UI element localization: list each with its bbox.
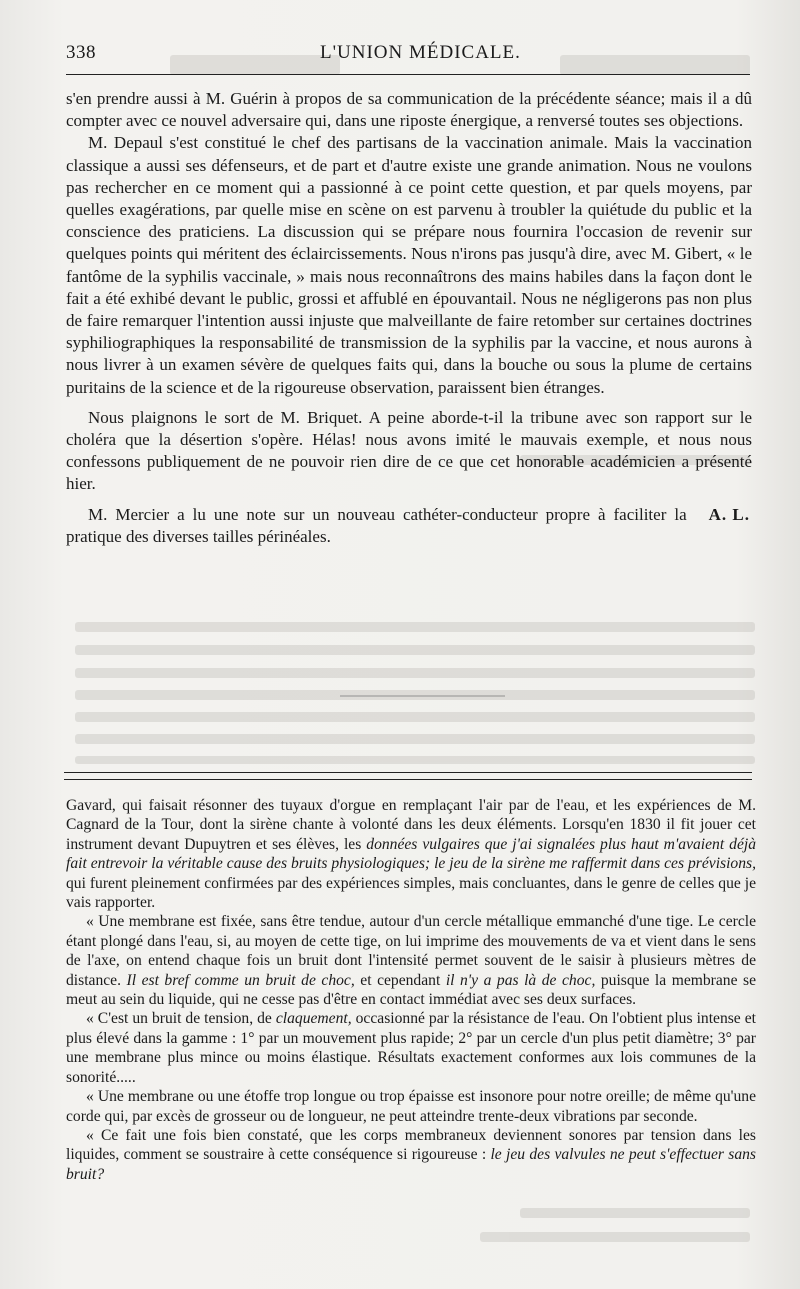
italic-run: le jeu des valvules ne peut s'effectuer sans bruit? — [66, 1146, 756, 1183]
paragraph: Nous plaignons le sort de M. Briquet. A peine aborde-t-il la tribune avec son rapport sur le choléra que la désertion s'opère. Hélas! nous avons imité le mauvais exemple, et nous nous confessons publiquement de ne pouvoir rien dire de ce que cet honorable académicien a présenté hier. — [66, 407, 752, 494]
feuilleton-text — [66, 796, 756, 1184]
feuilleton-paragraph — [66, 1126, 756, 1184]
feuilleton-paragraph: « Une membrane ou une étoffe trop longue ou trop épaisse est insonore pour notre oreille; de même qu'une corde qui, par excès de grosseur ou de longueur, ne peut atteindre trente-deux vibrations par seconde. — [66, 1088, 756, 1125]
text-run: et cependant — [354, 971, 446, 989]
italic-run: Il est bref comme un bruit de choc, — [126, 971, 355, 989]
journal-title: L'UNION MÉDICALE. — [320, 42, 521, 63]
header-rule — [66, 74, 750, 75]
main-article-text — [66, 88, 752, 548]
feuilleton-paragraph — [66, 912, 756, 1009]
text-run: « Ce fait une fois bien constaté, que les corps membraneux deviennent sonores par tension dans les liquides, comment se soustraire à cette conséquence si rigoureuse : — [66, 1126, 756, 1164]
text-run: « Une membrane est fixée, sans être tendue, autour d'un cercle métallique emmanché d'une tige. Le cercle étant plongé dans l'eau, si, au moyen de cette tige, on lui imprime des mouvements de va et vient dans le sens de l'axe, on entend chaque fois un bruit dont l'intensité permet souvent de le saisir à plusieurs mètres de distance. — [66, 913, 756, 989]
running-head — [66, 42, 750, 72]
paragraph: M. Depaul s'est constitué le chef des partisans de la vaccination animale. Mais la vaccination classique a aussi ses défenseurs, et de part et d'autre existe une grande animation. Nous ne voulons pas rechercher en ce moment qui a passionné à ce point cette question, et par quels moyens, par quelles exagérations, par quelle mise en scène on est parvenu à troubler la quiétude du public et la conscience des praticiens. La discussion qui se prépare nous fournira l'occasion de revenir sur quelques points qui méritent des éclaircissements. Nous n'irons pas jusqu'à dire, avec M. Gibert, « le fantôme de la syphilis vaccinale, » mais nous reconnaîtrons des mains habiles dans la façon dont le fait a été exhibé devant le public, grossi et affublé en épouvantail. Nous ne négligerons pas non plus de faire remarquer l'intention aussi injuste que malveillante de faire retomber sur certaines doctrines syphiliographiques la responsabilité de transmission de la syphilis par la vaccine, et nous aurons à nous livrer à un examen sévère de quelques faits qui, dans la bouche ou sous la plume de certains puritains de la science et de la rigoureuse observation, paraissent bien étranges. — [66, 133, 752, 397]
page-number: 338 — [66, 42, 96, 63]
italic-run: il n'y a pas là de choc, — [445, 971, 596, 989]
paragraph: s'en prendre aussi à M. Guérin à propos de sa communication de la précédente séance; mais il a dû compter avec ce nouvel adversaire qui, dans une riposte énergique, a renversé toutes ses objections. — [66, 89, 752, 131]
feuilleton-paragraph — [66, 1009, 756, 1087]
text-run: puisque la membrane se meut au sein du liquide, qui ne cesse pas d'être en contact immédiat avec ses deux surfaces. — [66, 971, 757, 1009]
italic-run: données vulgaires que j'ai signalées plus haut m'avaient déjà fait entrevoir la véritable cause des bruits physiologiques; le jeu de la sirène me raffermit dans ces prévisions, — [66, 835, 756, 873]
text-run: occasionné par la résistance de l'eau. On l'obtient plus intense et plus élevé dans la gamme : 1° par un mouvement plus rapide; 2° par un cercle d'un plus petit diamètre; 3° par une membrane plus mince ou moins élastique. Résultats exactement conformes aux lois communes de la sonorité..... — [66, 1010, 756, 1086]
italic-run: claquement, — [275, 1010, 352, 1028]
text-run: qui furent pleinement confirmées par des expériences simples, mais concluantes, dans le genre de celles que je vais rapporter. — [66, 874, 756, 912]
text-run: Gavard, qui faisait résonner des tuyaux d'orgue en remplaçant l'air par de l'eau, et les expériences de M. Cagnard de la Tour, dont la sirène chante à volonté dans les deux éléments. Lorsqu'en 1830 il fit jouer cet instrument devant Dupuytren et ses élèves, les — [66, 797, 756, 853]
text-run: « C'est un bruit de tension, de — [86, 1010, 276, 1028]
author-signature: A. L. — [708, 504, 750, 524]
feuilleton-separator — [64, 772, 752, 780]
paragraph: M. Mercier a lu une note sur un nouveau cathéter-conducteur propre à faciliter la pratique des diverses tailles périnéales. — [66, 504, 687, 546]
feuilleton-paragraph — [66, 796, 756, 912]
paragraph-with-signature — [66, 504, 752, 548]
